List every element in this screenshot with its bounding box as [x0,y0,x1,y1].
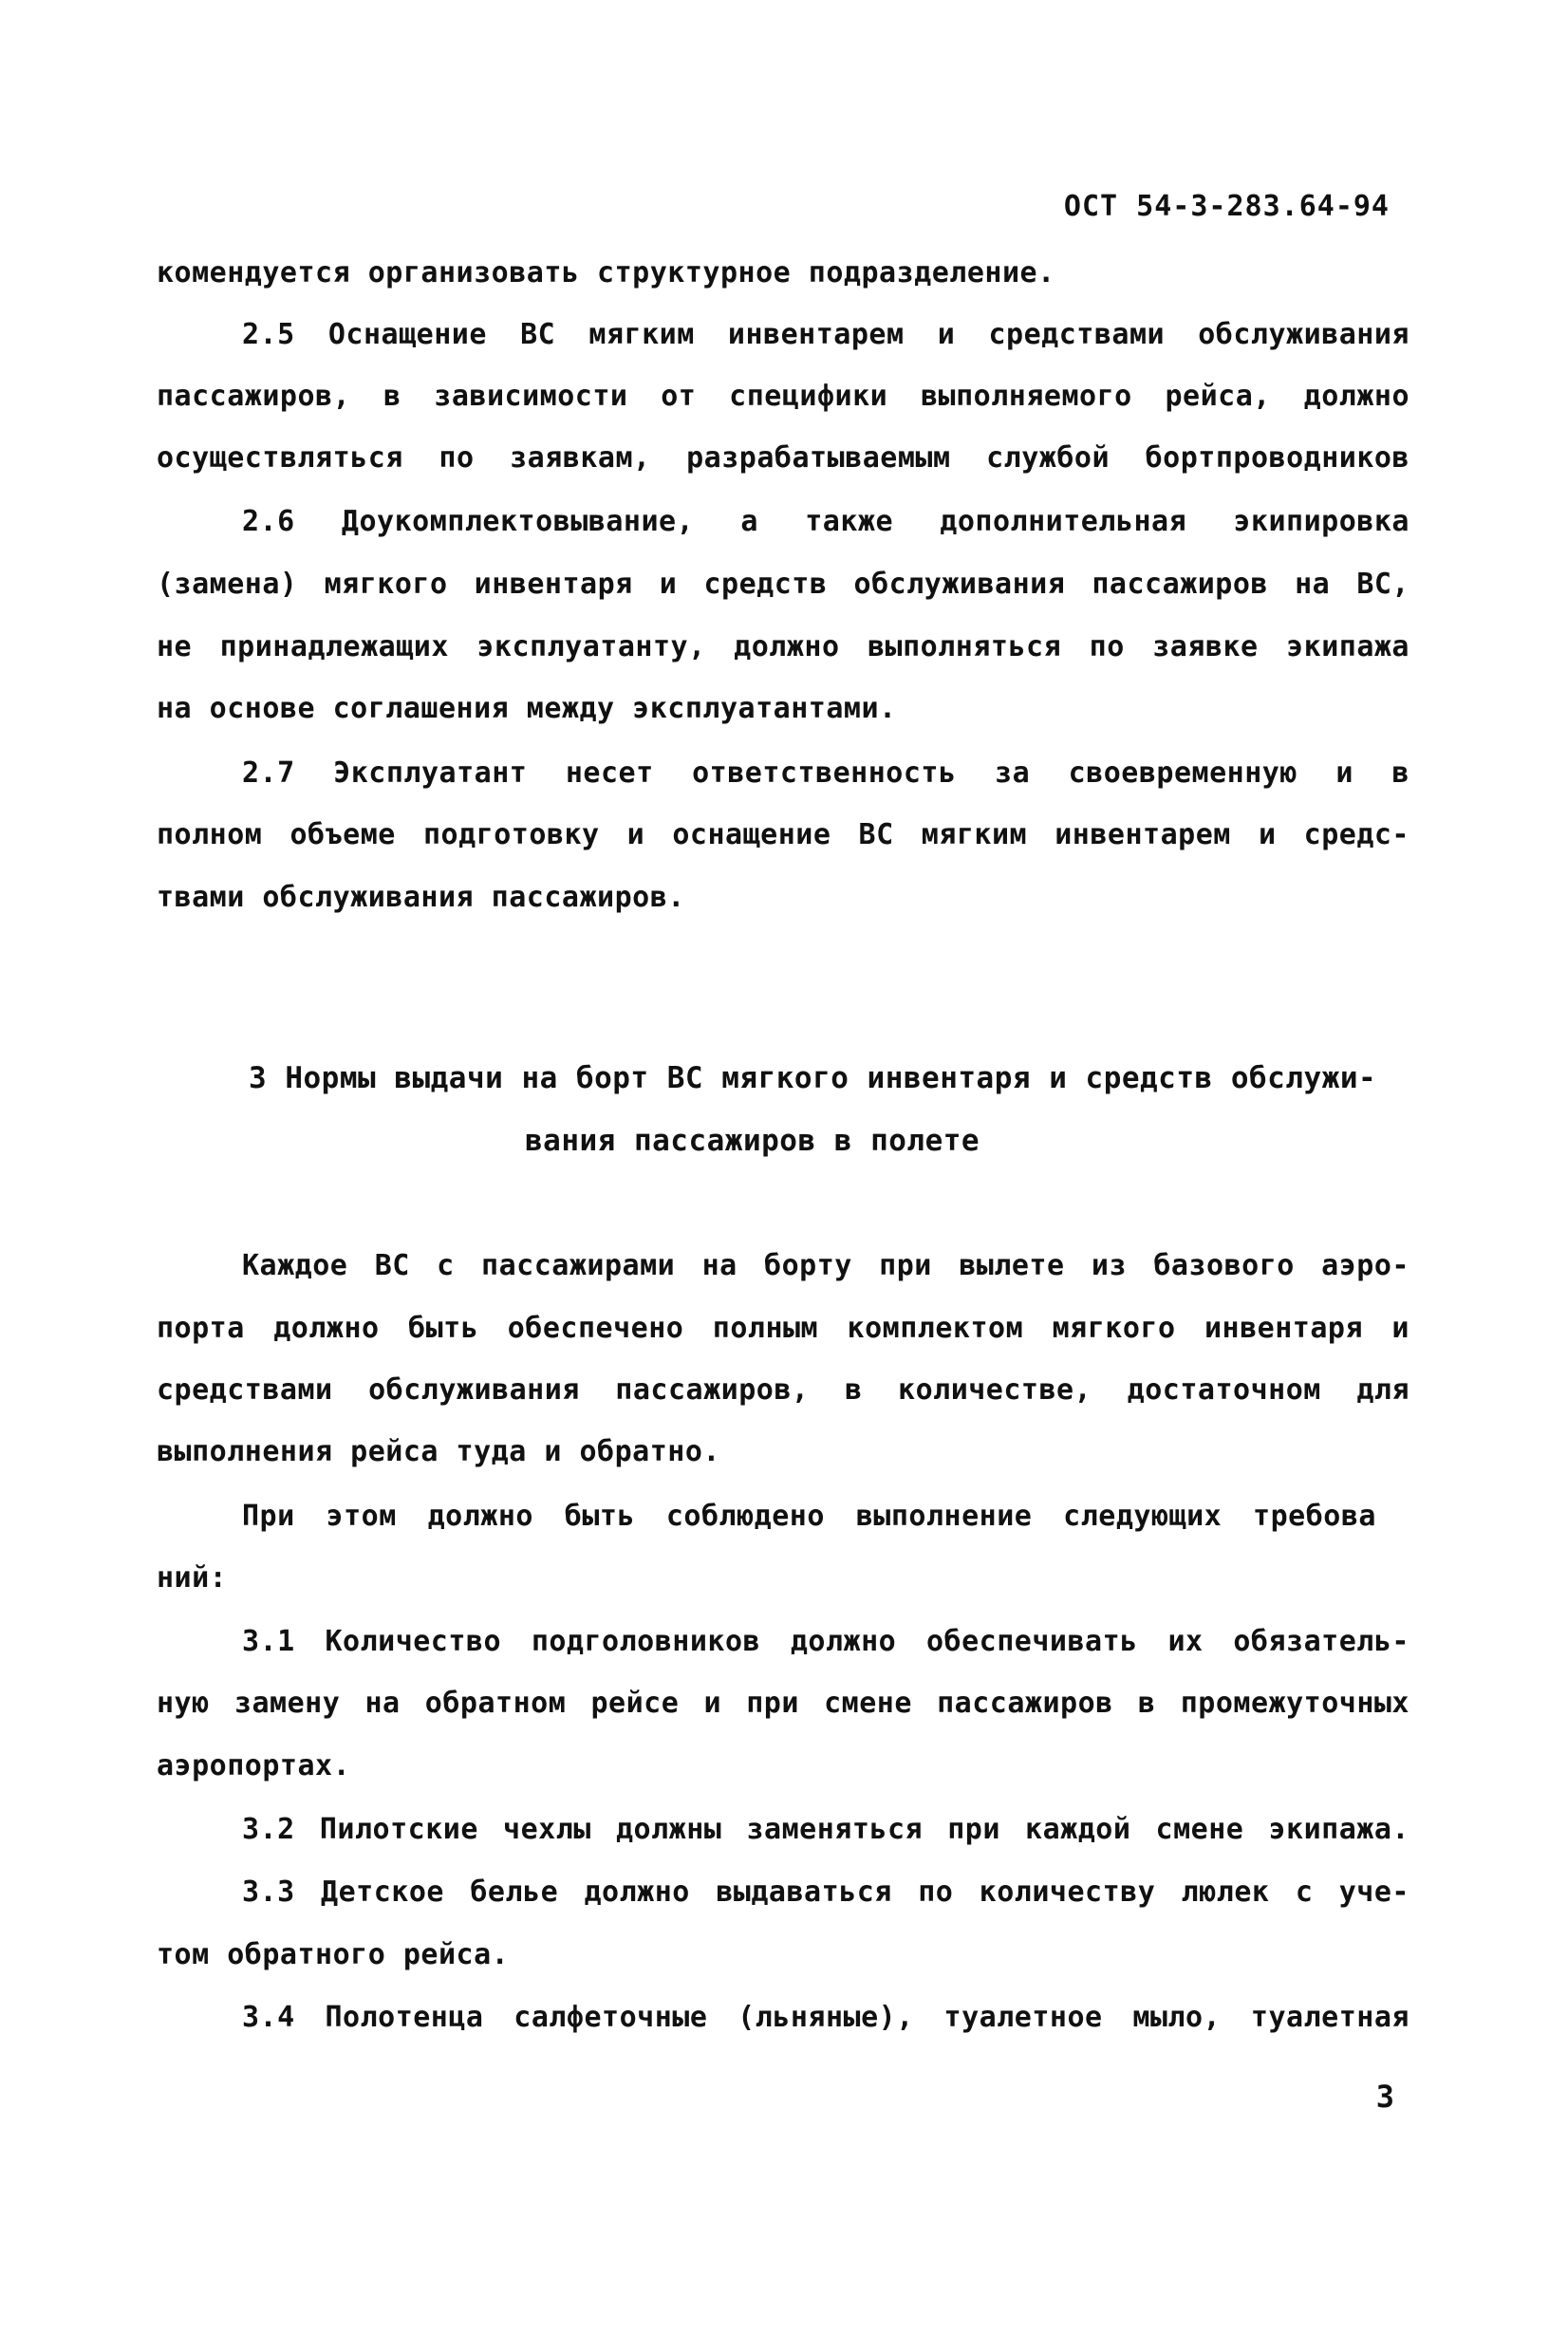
text-line: пассажиров, в зависимости от специфики выполняемого рейса, должно [157,380,1409,413]
text-line: 2.7 Эксплуатант несет ответственность за своевременную и в [242,756,1409,790]
text-line: 3.1 Количество подголовников должно обеспечивать их обязатель- [242,1625,1409,1658]
text-line: 2.6 Доукомплектовывание, а также дополнительная экипировка [242,505,1409,538]
section-heading: 3 Нормы выдачи на борт ВС мягкого инвентаря и средств обслужи- [249,1061,1377,1095]
text-line: Каждое ВС с пассажирами на борту при вылете из базового аэро- [242,1249,1409,1282]
text-line: 3.3 Детское белье должно выдаваться по количеству люлек с уче- [242,1875,1409,1909]
text-line: 3.4 Полотенца салфеточные (льняные), туалетное мыло, туалетная [242,2001,1409,2034]
text-line: на основе соглашения между эксплуатантами. [157,692,897,725]
text-line: твами обслуживания пассажиров. [157,881,685,914]
text-line: аэропортах. [157,1749,351,1782]
document-code: ОСТ 54-3-283.64-94 [1063,190,1390,223]
text-line: средствами обслуживания пассажиров, в количестве, достаточном для [157,1373,1409,1407]
text-line: порта должно быть обеспечено полным комплектом мягкого инвентаря и [157,1312,1409,1345]
text-line: полном объеме подготовку и оснащение ВС мягким инвентарем и средс- [157,818,1409,851]
text-line: осуществляться по заявкам, разрабатываемым службой бортпроводников [157,441,1409,475]
text-line: ную замену на обратном рейсе и при смене пассажиров в промежуточных [157,1687,1409,1720]
text-line: выполнения рейса туда и обратно. [157,1435,720,1468]
text-line: том обратного рейса. [157,1938,510,1971]
text-line: 3.2 Пилотские чехлы должны заменяться при каждой смене экипажа. [242,1813,1409,1846]
text-line: не принадлежащих эксплуатанту, должно выполняться по заявке экипажа [157,630,1409,663]
page-number: 3 [1375,2079,1394,2115]
text-line: 2.5 Оснащение ВС мягким инвентарем и средствами обслуживания [242,318,1409,351]
text-line: При этом должно быть соблюдено выполнение следующих требова [242,1500,1376,1533]
text-line: комендуется организовать структурное подразделение. [157,256,1055,289]
text-line: ний: [157,1561,228,1595]
text-line: (замена) мягкого инвентаря и средств обслуживания пассажиров на ВС, [157,568,1409,601]
section-heading: вания пассажиров в полете [525,1124,980,1158]
